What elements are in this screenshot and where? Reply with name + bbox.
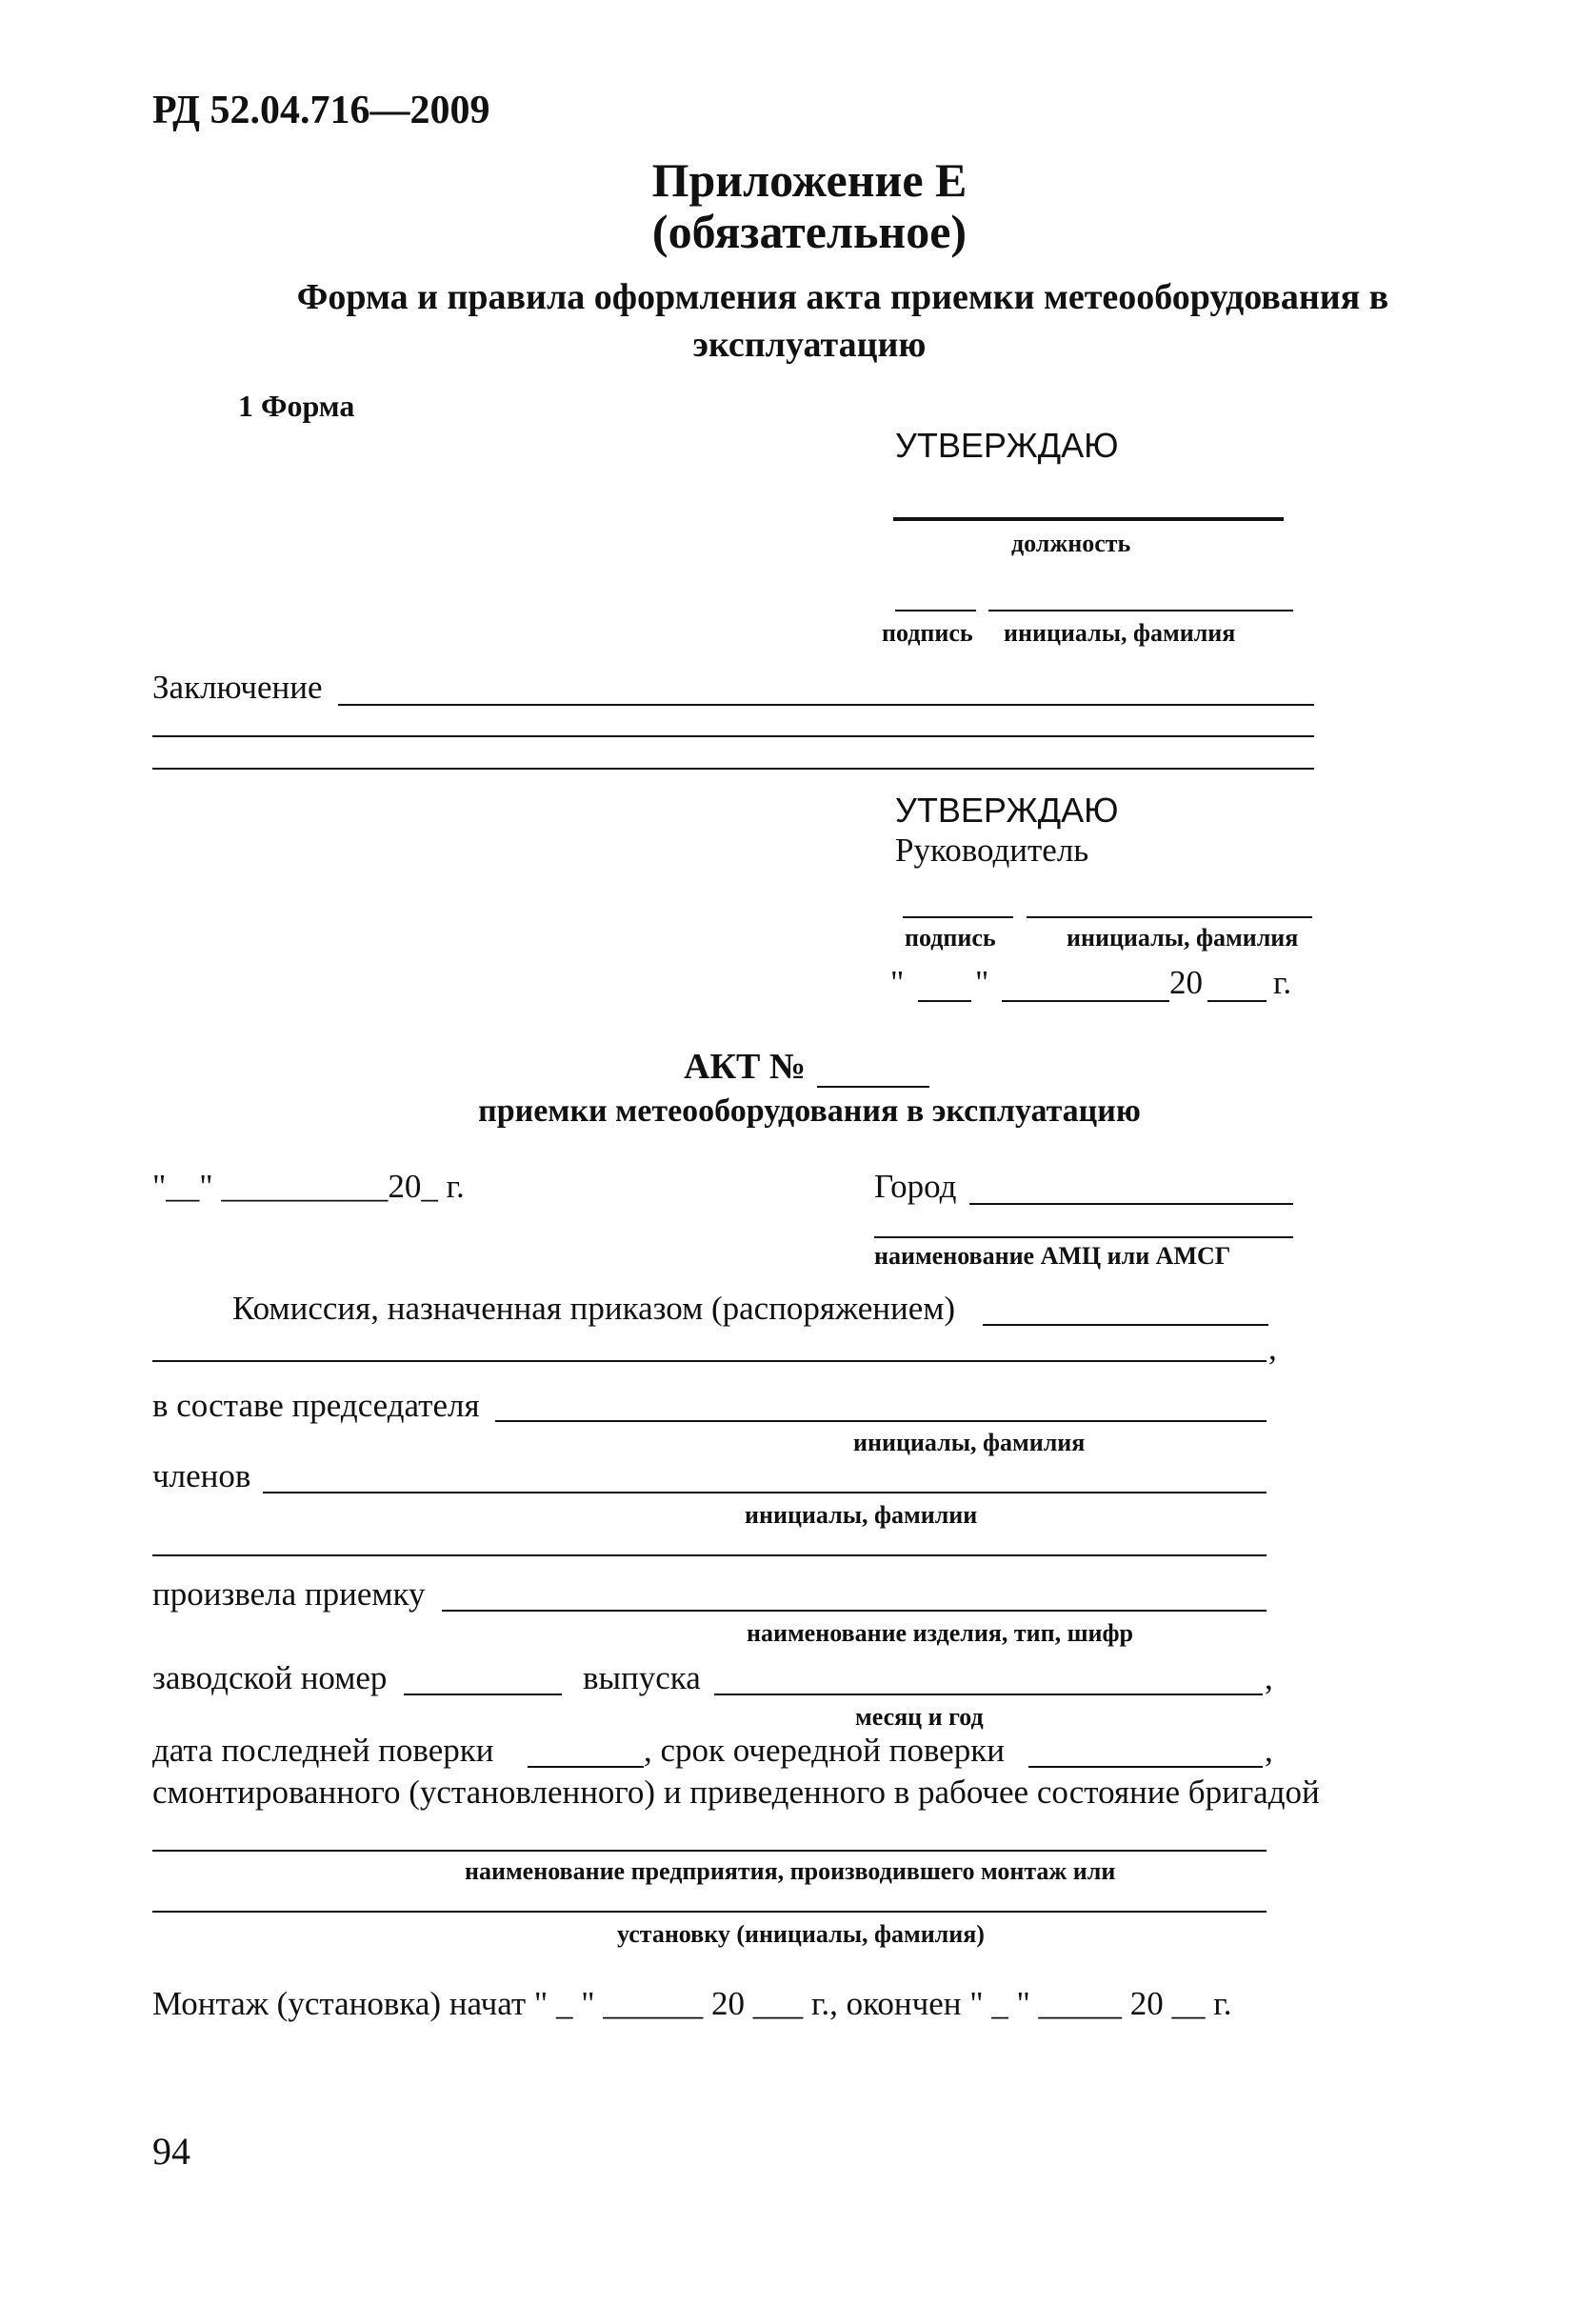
signature-line-2 — [903, 916, 1013, 918]
signature-line-1 — [895, 610, 976, 611]
chairman-label: в составе председателя — [152, 1387, 480, 1424]
act-title: АКТ № — [684, 1047, 807, 1087]
members-line-2 — [152, 1554, 1267, 1556]
next-check-end: , — [1265, 1732, 1273, 1769]
signature-caption-1: подпись — [882, 619, 973, 647]
approve-date-open-quote: " — [890, 964, 905, 1001]
brigade-caption-2: установку (инициалы, фамилия) — [617, 1920, 985, 1948]
mounted-text: смонтированного (установленного) и приведенного в рабочее состояние бригадой — [152, 1774, 1320, 1811]
page-number: 94 — [152, 2130, 190, 2173]
brigade-caption-1: наименование предприятия, производившего монтаж или — [465, 1857, 1116, 1885]
conclusion-line-3 — [152, 768, 1314, 770]
signature-caption-2: подпись — [905, 924, 996, 952]
order-line — [983, 1324, 1268, 1326]
acceptance-caption: наименование изделия, тип, шифр — [747, 1619, 1133, 1647]
approve-label-2: УТВЕРЖДАЮ — [895, 791, 1119, 830]
appendix-title: Приложение Е — [651, 153, 968, 207]
approve-year-line — [1207, 1000, 1267, 1002]
release-end: , — [1265, 1659, 1273, 1696]
approve-year-suffix: г. — [1273, 964, 1292, 1001]
brigade-line-2 — [152, 1911, 1267, 1913]
position-line — [893, 517, 1284, 521]
release-caption: месяц и год — [855, 1703, 984, 1731]
next-check-label: , срок очередной поверки — [644, 1732, 1005, 1769]
city-label: Город — [874, 1168, 957, 1205]
conclusion-line-1 — [338, 704, 1314, 706]
section-heading: 1 Форма — [238, 389, 355, 423]
acceptance-line — [442, 1610, 1267, 1612]
conclusion-line-2 — [152, 735, 1314, 737]
chairman-line — [495, 1420, 1267, 1422]
position-caption: должность — [1011, 530, 1131, 557]
city-caption: наименование АМЦ или АМСГ — [874, 1242, 1231, 1270]
city-line-2 — [874, 1236, 1293, 1238]
chairman-caption: инициалы, фамилия — [853, 1429, 1086, 1456]
release-label: выпуска — [583, 1659, 701, 1696]
approve-year-prefix: 20 — [1169, 964, 1203, 1001]
approve-label-1: УТВЕРЖДАЮ — [895, 426, 1119, 465]
doc-code: РД 52.04.716—2009 — [152, 89, 490, 132]
serial-label: заводской номер — [152, 1659, 388, 1696]
approver-role: Руководитель — [895, 832, 1089, 869]
act-subtitle: приемки метеооборудования в эксплуатацию — [478, 1093, 1141, 1129]
last-check-label: дата последней поверки — [152, 1732, 494, 1769]
act-date-line: "__" __________20_ г. — [152, 1168, 465, 1205]
appendix-subtitle-2: эксплуатацию — [692, 325, 927, 365]
appendix-subtitle-1: Форма и правила оформления акта приемки метеооборудования в — [296, 277, 1389, 317]
act-number-line — [817, 1086, 929, 1088]
order-line-end: , — [1268, 1330, 1277, 1367]
members-line — [263, 1492, 1267, 1493]
brigade-line — [152, 1850, 1267, 1852]
release-line — [714, 1694, 1263, 1695]
members-label: членов — [152, 1457, 251, 1494]
name-line-1 — [988, 610, 1293, 611]
members-caption: инициалы, фамилии — [745, 1501, 978, 1529]
name-caption-2: инициалы, фамилия — [1067, 924, 1299, 952]
name-line-2 — [1027, 916, 1312, 918]
appendix-status: (обязательное) — [651, 205, 968, 258]
installation-text: Монтаж (установка) начат " _ " ______ 20 ___ г., окончен " _ " _____ 20 __ г. — [152, 1985, 1232, 2022]
acceptance-label: произвела приемку — [152, 1575, 426, 1613]
approve-date-close-quote: " — [975, 964, 989, 1001]
city-line — [969, 1203, 1293, 1205]
serial-line — [404, 1694, 562, 1695]
order-line-2 — [152, 1360, 1267, 1362]
name-caption-1: инициалы, фамилия — [1004, 619, 1236, 647]
approve-month-line — [1002, 1000, 1169, 1002]
conclusion-label: Заключение — [152, 669, 323, 706]
last-check-line — [528, 1766, 644, 1768]
next-check-line — [1028, 1766, 1263, 1768]
commission-intro: Комиссия, назначенная приказом (распоряжением) — [232, 1290, 956, 1327]
approve-day-line — [918, 1000, 971, 1002]
